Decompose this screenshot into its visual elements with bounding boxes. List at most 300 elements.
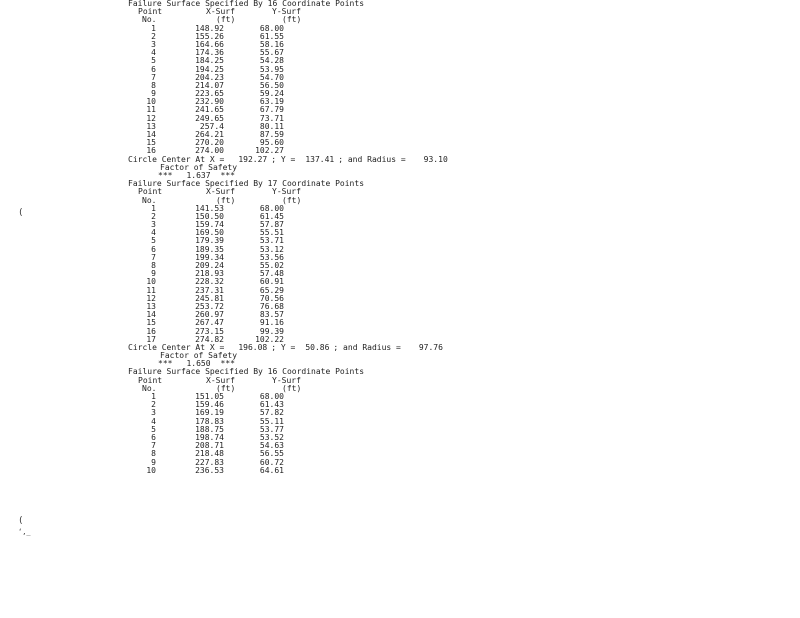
y-surf-value: 57.82 [259,408,284,418]
spacer [224,434,248,442]
y-surf-value: 60.91 [259,277,284,287]
spacer [156,131,188,139]
x-surf-value: 214.07 [195,80,224,90]
circle-x: 196.08 [238,342,268,352]
x-surf-value: 208.71 [195,441,224,451]
point-number: 3 [151,220,156,230]
spacer [224,229,248,237]
y-surf-value: 56.55 [259,449,284,459]
y-surf-value: 57.87 [259,220,284,230]
y-surf-value: 55.67 [259,48,284,58]
factor-of-safety-value: 1.637 [186,170,211,180]
spacer [224,270,248,278]
table-row [128,246,528,254]
x-surf-value: 151.05 [195,392,224,401]
column-headers [128,8,528,16]
point-number: 15 [146,138,156,148]
factor-of-safety-label: Factor of Safety [160,351,238,361]
stars-left: *** [158,359,173,369]
header-y: Y-Surf [272,375,301,385]
spacer [156,98,188,106]
unit-point: No. [142,15,157,25]
x-surf-value: 189.35 [195,244,224,254]
spacer [224,311,248,319]
y-surf-value: 73.71 [259,113,284,123]
unit-x: (ft) [216,15,236,25]
point-number: 16 [146,326,156,336]
circle-y-label: ; Y = [271,154,296,164]
spacer [156,434,188,442]
y-surf-value: 61.55 [259,31,284,41]
spacer [176,188,206,196]
table-row [128,49,528,57]
spacer [224,426,248,434]
y-surf-value: 55.02 [259,261,284,270]
spacer [224,57,248,65]
x-surf-value: 148.92 [195,23,224,33]
table-row [128,25,528,33]
spacer [156,33,188,41]
point-number: 3 [151,408,156,418]
point-number: 6 [151,64,156,74]
header-point: Point [138,187,163,197]
x-surf-value: 155.26 [195,31,224,41]
y-surf-value: 102.27 [255,146,284,156]
table-row [128,33,528,41]
x-surf-value: 199.34 [195,252,224,262]
column-units [128,197,528,205]
x-surf-value: 228.32 [195,277,224,287]
spacer [224,123,248,131]
spacer [156,74,188,82]
y-surf-value: 53.71 [259,236,284,246]
table-row [128,123,528,131]
table-row [128,270,528,278]
stars-right: *** [220,359,235,369]
spacer [224,33,248,41]
point-number: 14 [146,310,156,320]
point-number: 12 [146,293,156,303]
spacer [156,123,188,131]
unit-y: (ft) [282,383,302,393]
factor-of-safety-value: 1.650 [186,359,211,369]
point-number: 1 [151,23,156,33]
point-number: 10 [146,97,156,107]
x-surf-value: 194.25 [195,64,224,74]
spacer [156,213,188,221]
x-surf-value: 267.47 [195,318,224,328]
y-surf-value: 65.29 [259,285,284,295]
table-row [128,221,528,229]
table-row [128,98,528,106]
table-row [128,262,528,270]
column-headers [128,377,528,385]
spacer [224,459,248,467]
y-surf-value: 70.56 [259,293,284,303]
spacer [156,401,188,409]
y-surf-value: 56.50 [259,80,284,90]
table-row [128,41,528,49]
point-number: 10 [146,277,156,287]
y-surf-value: 59.24 [259,89,284,99]
point-number: 10 [146,465,156,475]
failure-surface-section [128,180,528,368]
x-surf-value: 237.31 [195,285,224,295]
y-surf-value: 54.63 [259,441,284,451]
y-surf-value: 54.28 [259,56,284,66]
x-surf-value: 232.90 [195,97,224,107]
spacer [224,221,248,229]
table-row [128,74,528,82]
point-number: 7 [151,72,156,82]
y-surf-value: 83.57 [259,310,284,320]
y-surf-value: 61.45 [259,211,284,221]
circle-label: Circle Center At X = [128,154,225,164]
y-surf-value: 53.77 [259,424,284,434]
table-row [128,254,528,262]
y-surf-value: 95.60 [259,138,284,148]
spacer [224,115,248,123]
point-number: 4 [151,48,156,58]
x-surf-value: 273.15 [195,326,224,336]
spacer [224,442,248,450]
table-row [128,401,528,409]
y-surf-value: 68.00 [259,203,284,213]
unit-y: (ft) [282,15,302,25]
spacer [224,41,248,49]
spacer [156,442,188,450]
y-surf-value: 76.68 [259,301,284,311]
point-number: 1 [151,392,156,401]
circle-y: 50.86 [305,342,330,352]
header-point: Point [138,7,163,17]
table-row [128,229,528,237]
y-surf-value: 68.00 [259,23,284,33]
x-surf-value: 178.83 [195,416,224,426]
point-number: 9 [151,89,156,99]
y-surf-value: 64.61 [259,465,284,475]
spacer [156,106,188,114]
circle-y: 137.41 [305,154,335,164]
x-surf-value: 188.75 [195,424,224,434]
x-surf-value: 174.36 [195,48,224,58]
y-surf-value: 87.59 [259,130,284,139]
point-number: 14 [146,130,156,139]
spacer [156,82,188,90]
spacer [156,270,188,278]
spacer [224,98,248,106]
table-row [128,393,528,401]
spacer [224,74,248,82]
y-surf-value: 53.52 [259,432,284,442]
point-number: 6 [151,244,156,254]
table-row [128,426,528,434]
spacer [156,66,188,74]
x-surf-value: 257.4 [199,121,224,131]
table-row [128,311,528,319]
spacer [176,377,206,385]
table-row [128,139,528,147]
spacer [156,311,188,319]
y-surf-value: 54.70 [259,72,284,82]
point-number: 12 [146,113,156,123]
point-number: 5 [151,56,156,66]
spacer [224,82,248,90]
spacer [156,115,188,123]
section-title: Failure Surface Specified By 16 Coordinate Points [128,0,365,8]
spacer [156,287,188,295]
spacer [156,426,188,434]
margin-mark-1: ( [18,208,24,218]
table-row [128,295,528,303]
spacer [224,237,248,245]
section-title: Failure Surface Specified By 17 Coordinate Points [128,179,365,189]
point-number: 8 [151,449,156,459]
point-number: 2 [151,211,156,221]
point-number: 4 [151,416,156,426]
x-surf-value: 236.53 [195,465,224,475]
point-number: 7 [151,441,156,451]
table-row [128,287,528,295]
margin-mark-3: ‘‚_ [18,528,31,536]
spacer [156,467,188,475]
table-row [128,418,528,426]
unit-point: No. [142,195,157,205]
spacer [156,303,188,311]
spacer [224,49,248,57]
table-row [128,450,528,458]
y-surf-value: 99.39 [259,326,284,336]
failure-surface-section [128,0,528,180]
spacer [224,319,248,327]
x-surf-value: 218.48 [195,449,224,459]
y-surf-value: 55.51 [259,228,284,238]
spacer [224,131,248,139]
y-surf-value: 53.56 [259,252,284,262]
table-row [128,66,528,74]
spacer [246,8,272,16]
column-headers [128,188,528,196]
unit-x: (ft) [216,195,236,205]
spacer [224,295,248,303]
y-surf-value: 102.22 [255,334,284,344]
x-surf-value: 169.19 [195,408,224,418]
spacer [224,90,248,98]
table-row [128,328,528,336]
x-surf-value: 184.25 [195,56,224,66]
x-surf-value: 159.74 [195,220,224,230]
point-number: 17 [146,334,156,344]
header-x: X-Surf [206,187,235,197]
spacer [156,139,188,147]
point-number: 16 [146,146,156,156]
x-surf-value: 198.74 [195,432,224,442]
spacer [224,467,248,475]
spacer [156,57,188,65]
y-surf-value: 91.16 [259,318,284,328]
spacer [156,237,188,245]
x-surf-value: 245.81 [195,293,224,303]
spacer [224,205,248,213]
spacer [224,401,248,409]
spacer [224,287,248,295]
x-surf-value: 164.66 [195,39,224,49]
table-row [128,131,528,139]
table-row [128,459,528,467]
table-row [128,442,528,450]
x-surf-value: 141.53 [195,203,224,213]
spacer [246,377,272,385]
spacer [156,450,188,458]
unit-x: (ft) [216,383,236,393]
point-number: 3 [151,39,156,49]
spacer [156,49,188,57]
spacer [156,328,188,336]
point-number: 6 [151,432,156,442]
spacer [156,459,188,467]
point-number: 11 [146,105,156,115]
spacer [156,25,188,33]
spacer [224,418,248,426]
table-row [128,278,528,286]
spacer [224,393,248,401]
margin-mark-2: ( [18,516,24,526]
spacer [224,139,248,147]
circle-label: Circle Center At X = [128,342,225,352]
x-surf-value: 274.82 [195,334,224,344]
stars-left: *** [158,170,173,180]
point-number: 4 [151,228,156,238]
y-surf-value: 68.00 [259,392,284,401]
point-number: 2 [151,31,156,41]
y-surf-value: 67.79 [259,105,284,115]
spacer [224,25,248,33]
y-surf-value: 80.11 [259,121,284,131]
y-surf-value: 55.11 [259,416,284,426]
spacer [156,393,188,401]
point-number: 9 [151,457,156,467]
spacer [224,246,248,254]
header-x: X-Surf [206,375,235,385]
x-surf-value: 264.21 [195,130,224,139]
factor-of-safety-label: Factor of Safety [160,162,238,172]
table-row [128,434,528,442]
point-number: 13 [146,121,156,131]
point-number: 11 [146,285,156,295]
x-surf-value: 260.97 [195,310,224,320]
spacer [224,213,248,221]
x-surf-value: 223.65 [195,89,224,99]
y-surf-value: 53.95 [259,64,284,74]
x-surf-value: 249.65 [195,113,224,123]
point-number: 8 [151,261,156,270]
table-row [128,213,528,221]
spacer [156,278,188,286]
table-row [128,106,528,114]
spacer [156,90,188,98]
point-number: 2 [151,400,156,410]
spacer [224,303,248,311]
x-surf-value: 253.72 [195,301,224,311]
spacer [156,246,188,254]
y-surf-value: 57.48 [259,269,284,279]
x-surf-value: 274.00 [195,146,224,156]
x-surf-value: 270.20 [195,138,224,148]
x-surf-value: 179.39 [195,236,224,246]
spacer [156,221,188,229]
spacer [156,295,188,303]
x-surf-value: 159.46 [195,400,224,410]
spacer [224,450,248,458]
x-surf-value: 227.83 [195,457,224,467]
table-row [128,90,528,98]
table-row [128,205,528,213]
spacer [156,319,188,327]
y-surf-value: 61.43 [259,400,284,410]
point-number: 1 [151,203,156,213]
spacer [156,41,188,49]
circle-y-label: ; Y = [271,342,296,352]
x-surf-value: 241.65 [195,105,224,115]
stars-right: *** [220,170,235,180]
table-row [128,237,528,245]
y-surf-value: 63.19 [259,97,284,107]
y-surf-value: 60.72 [259,457,284,467]
header-point: Point [138,375,163,385]
unit-point: No. [142,383,157,393]
x-surf-value: 204.23 [195,72,224,82]
table-row [128,319,528,327]
point-number: 15 [146,318,156,328]
y-surf-value: 58.16 [259,39,284,49]
x-surf-value: 169.50 [195,228,224,238]
header-y: Y-Surf [272,7,301,17]
radius-label: ; and Radius = [338,154,406,164]
spacer [156,418,188,426]
header-x: X-Surf [206,7,235,17]
table-row [128,409,528,417]
table-row [128,82,528,90]
table-row [128,303,528,311]
section-title: Failure Surface Specified By 16 Coordinate Points [128,367,365,377]
circle-x: 192.27 [238,154,268,164]
header-y: Y-Surf [272,187,301,197]
spacer [224,262,248,270]
table-row [128,57,528,65]
spacer [156,229,188,237]
radius-label: ; and Radius = [333,342,401,352]
point-number: 8 [151,80,156,90]
table-row [128,115,528,123]
spacer [224,254,248,262]
spacer [156,254,188,262]
unit-y: (ft) [282,195,302,205]
spacer [224,106,248,114]
spacer [246,188,272,196]
table-row [128,467,528,475]
failure-surface-section [128,368,528,474]
radius-value: 97.76 [418,342,443,352]
x-surf-value: 209.24 [195,261,224,270]
report-text [128,0,528,475]
spacer [224,66,248,74]
column-units [128,385,528,393]
spacer [176,8,206,16]
spacer [156,409,188,417]
point-number: 5 [151,236,156,246]
spacer [156,262,188,270]
spacer [224,409,248,417]
